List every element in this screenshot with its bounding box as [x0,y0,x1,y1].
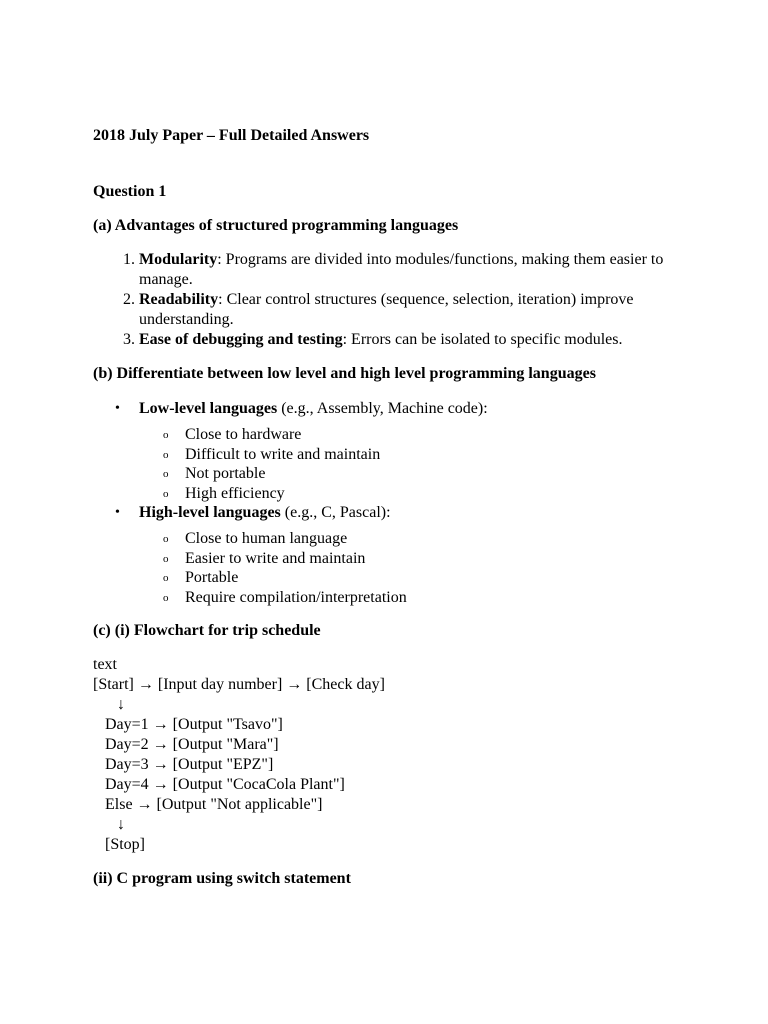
point-text: Close to human language [185,530,348,547]
point-text: Close to hardware [185,426,302,443]
document-page [93,126,693,889]
item-term: Ease of debugging and testing [139,331,343,348]
point-text: Portable [185,569,239,586]
flow-line: [Stop] [93,836,145,853]
question-heading: Question 1 [93,183,167,200]
list-item [163,484,693,504]
bullet-icon: • [115,505,120,520]
list-item [163,568,693,588]
item-term: Low-level languages [139,400,278,417]
list-item [163,464,693,484]
item-text: (e.g., C, Pascal): [280,504,391,521]
list-item [139,330,693,350]
flow-line: ↓ [93,696,125,713]
list-item [163,588,693,608]
part-c-ii-heading: (ii) C program using switch statement [93,870,351,887]
list-item-high-level [115,503,693,607]
advantages-list [93,250,693,350]
list-item [163,549,693,569]
item-text: : Programs are divided into modules/functions, making them easier to manage. [139,251,664,288]
list-item [163,445,693,465]
flow-line: Day=3 → [Output "EPZ"] [93,756,274,773]
part-a-heading: (a) Advantages of structured programming languages [93,217,459,234]
point-text: Difficult to write and maintain [185,445,381,463]
circle-bullet-icon: o [163,448,169,461]
item-text: (e.g., Assembly, Machine code): [277,400,488,417]
list-item [139,250,693,290]
item-term: Readability [139,291,219,308]
flow-line: Day=1 → [Output "Tsavo"] [93,716,283,733]
item-term: High-level languages [139,504,281,521]
part-b-heading: (b) Differentiate between low level and high level programming languages [93,365,596,382]
list-item-low-level [115,399,693,503]
bullet-icon: • [115,401,120,416]
flow-line: ↓ [93,816,125,833]
circle-bullet-icon: o [163,552,169,565]
high-level-points [139,529,693,607]
part-c-heading: (c) (i) Flowchart for trip schedule [93,622,321,639]
flowchart-text [93,655,693,855]
point-text: Not portable [185,465,266,482]
circle-bullet-icon: o [163,572,169,584]
point-text: Require compilation/interpretation [185,588,407,606]
circle-bullet-icon: o [163,429,169,441]
item-term: Modularity [139,251,218,268]
item-text: : Errors can be isolated to specific modules. [342,331,623,348]
language-levels-list [93,399,693,607]
document-title: 2018 July Paper – Full Detailed Answers [93,127,370,144]
circle-bullet-icon: o [163,487,169,500]
flow-line: Day=2 → [Output "Mara"] [93,736,279,753]
list-item [139,290,693,330]
code-label: text [93,656,117,673]
item-text: : Clear control structures (sequence, selection, iteration) improve understanding. [139,291,634,328]
flow-line: [Start] → [Input day number] → [Check day] [93,676,385,693]
circle-bullet-icon: o [163,468,169,480]
low-level-points [139,425,693,503]
flow-line: Day=4 → [Output "CocaCola Plant"] [93,776,345,793]
list-item [163,529,693,549]
circle-bullet-icon: o [163,591,169,604]
flow-line: Else → [Output "Not applicable"] [93,796,323,813]
point-text: High efficiency [185,484,285,502]
circle-bullet-icon: o [163,533,169,545]
list-item [163,425,693,445]
point-text: Easier to write and maintain [185,549,366,567]
